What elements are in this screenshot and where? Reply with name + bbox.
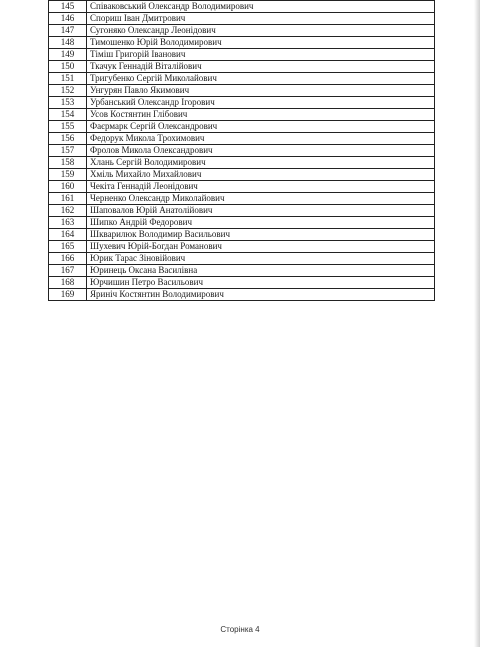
row-number: 159 — [49, 169, 87, 181]
row-name: Ткачук Геннадій Віталійович — [87, 61, 435, 73]
table-row — [49, 85, 435, 97]
row-number: 149 — [49, 49, 87, 61]
row-name: Хміль Михайло Михайлович — [87, 169, 435, 181]
row-number: 156 — [49, 133, 87, 145]
row-name: Хлань Сергій Володимирович — [87, 157, 435, 169]
row-number: 164 — [49, 229, 87, 241]
table-row — [49, 1, 435, 13]
row-name: Тіміш Григорій Іванович — [87, 49, 435, 61]
scan-edge-shadow — [474, 0, 480, 647]
row-name: Федорук Микола Трохимович — [87, 133, 435, 145]
row-number: 147 — [49, 25, 87, 37]
row-name: Черненко Олександр Миколайович — [87, 193, 435, 205]
row-number: 160 — [49, 181, 87, 193]
row-name: Шухевич Юрій-Богдан Романович — [87, 241, 435, 253]
row-number: 163 — [49, 217, 87, 229]
row-number: 157 — [49, 145, 87, 157]
row-name: Фаєрмарк Сергій Олександрович — [87, 121, 435, 133]
names-table-body — [49, 1, 435, 301]
row-name: Шкварилюк Володимир Васильович — [87, 229, 435, 241]
row-name: Спориш Іван Дмитрович — [87, 13, 435, 25]
row-name: Унгурян Павло Якимович — [87, 85, 435, 97]
page-footer: Сторінка 4 — [220, 625, 260, 634]
table-row — [49, 157, 435, 169]
table-row — [49, 49, 435, 61]
table-row — [49, 277, 435, 289]
table-row — [49, 253, 435, 265]
table-row — [49, 241, 435, 253]
row-number: 152 — [49, 85, 87, 97]
row-number: 154 — [49, 109, 87, 121]
table-row — [49, 97, 435, 109]
names-table — [48, 0, 435, 301]
row-name: Шаповалов Юрій Анатолійович — [87, 205, 435, 217]
row-name: Усов Костянтин Глібович — [87, 109, 435, 121]
table-row — [49, 25, 435, 37]
row-name: Шипко Андрій Федорович — [87, 217, 435, 229]
table-row — [49, 229, 435, 241]
row-number: 153 — [49, 97, 87, 109]
table-row — [49, 169, 435, 181]
row-name: Чекіта Геннадій Леонідович — [87, 181, 435, 193]
row-name: Співаковський Олександр Володимирович — [87, 1, 435, 13]
row-number: 166 — [49, 253, 87, 265]
table-row — [49, 121, 435, 133]
row-number: 146 — [49, 13, 87, 25]
row-number: 158 — [49, 157, 87, 169]
row-name: Сугоняко Олександр Леонідович — [87, 25, 435, 37]
table-row — [49, 73, 435, 85]
row-name: Урбанський Олександр Ігорович — [87, 97, 435, 109]
row-number: 169 — [49, 289, 87, 301]
table-row — [49, 37, 435, 49]
row-number: 168 — [49, 277, 87, 289]
row-number: 145 — [49, 1, 87, 13]
row-number: 161 — [49, 193, 87, 205]
row-number: 151 — [49, 73, 87, 85]
row-number: 148 — [49, 37, 87, 49]
row-number: 165 — [49, 241, 87, 253]
row-number: 155 — [49, 121, 87, 133]
table-row — [49, 265, 435, 277]
row-name: Юринець Оксана Василівна — [87, 265, 435, 277]
table-row — [49, 133, 435, 145]
table-row — [49, 145, 435, 157]
table-row — [49, 217, 435, 229]
row-name: Фролов Микола Олександрович — [87, 145, 435, 157]
table-row — [49, 193, 435, 205]
table-row — [49, 205, 435, 217]
row-name: Тригубенко Сергій Миколайович — [87, 73, 435, 85]
row-number: 150 — [49, 61, 87, 73]
table-row — [49, 289, 435, 301]
table-row — [49, 109, 435, 121]
row-name: Юрчишин Петро Васильович — [87, 277, 435, 289]
row-name: Тимошенко Юрій Володимирович — [87, 37, 435, 49]
row-number: 162 — [49, 205, 87, 217]
table-row — [49, 13, 435, 25]
table-row — [49, 181, 435, 193]
row-name: Яриніч Костянтин Володимирович — [87, 289, 435, 301]
row-name: Юрик Тарас Зіновійович — [87, 253, 435, 265]
row-number: 167 — [49, 265, 87, 277]
table-row — [49, 61, 435, 73]
